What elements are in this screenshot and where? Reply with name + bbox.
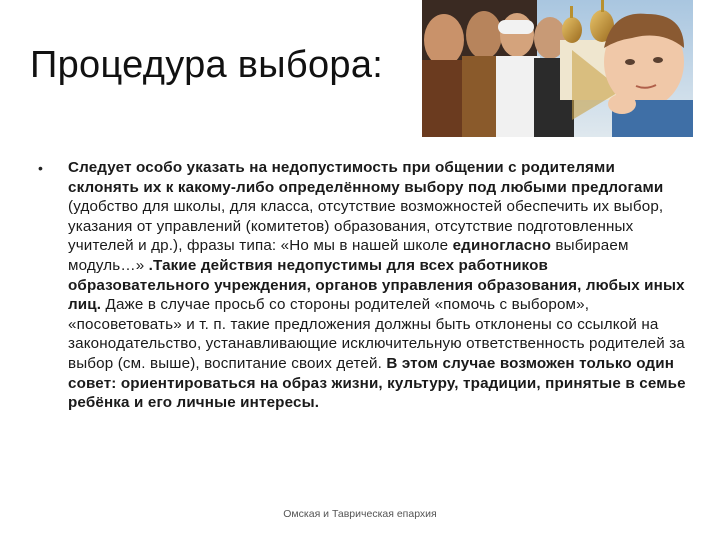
collage-photo (422, 0, 693, 137)
text-segment: (удобство для школы, для класса, отсутствие возможностей обеспечить их выбор, указания от управлений (комитетов) образования, отсутствие подготовленных учителей и др.), фразы типа: «Но мы в нашей школе (68, 198, 664, 255)
slide-title: Процедура выбора: (30, 44, 384, 86)
footer: Омская и Таврическая епархия (283, 508, 437, 520)
bullet-text (68, 158, 688, 413)
text-segment: единогласно (452, 237, 552, 255)
bullet-item (38, 158, 688, 413)
text-segment: .Такие действия недопустимы для всех работников образовательного учреждения, органов управления образования, любых иных лиц. (68, 256, 685, 314)
bullet-dot: • (38, 160, 43, 176)
text-segment: выбираем модуль…» (68, 237, 629, 274)
text-segment: Следует особо указать на недопустимость при общении с родителями склонять их к какому-либо определённому выбору под любыми предлогами (68, 159, 664, 196)
text-segment: В этом случае возможен только один совет: ориентироваться на образ жизни, культуру, традиции, принятые в семье ребёнка и его личные интересы. (68, 354, 686, 412)
text-segment: Даже в случае просьб со стороны родителей «помочь с выбором», «посоветовать» и т. п. такие предложения должны быть отклонены со ссылкой на законодательство, устанавливающие исключительную ответственность родителей за выбор (см. выше), воспитание своих детей. (68, 296, 685, 372)
